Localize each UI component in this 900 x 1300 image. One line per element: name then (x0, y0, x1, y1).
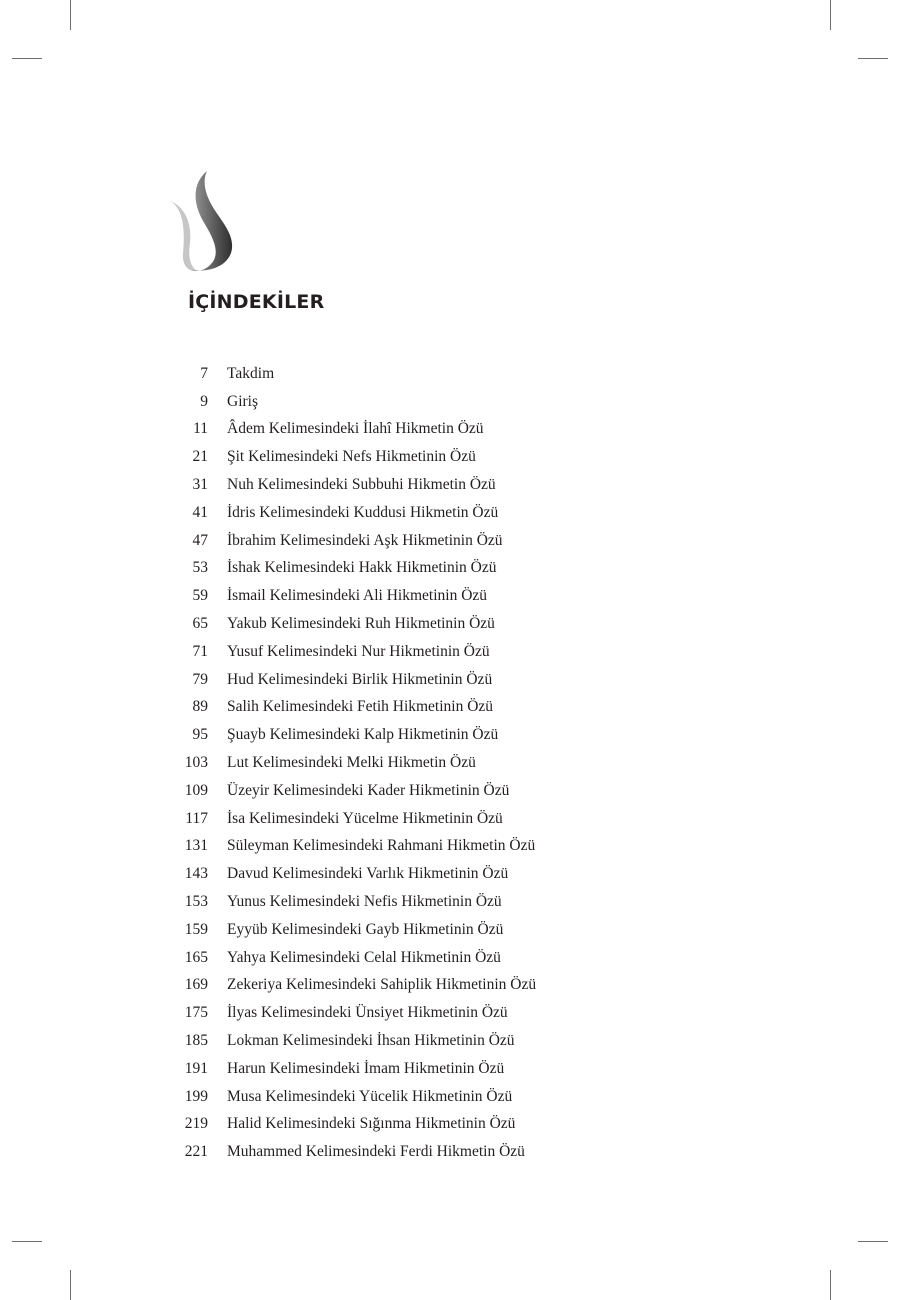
toc-entry (160, 471, 536, 499)
toc-page-number: 191 (184, 1059, 208, 1077)
toc-entry-title: Eyyüb Kelimesindeki Gayb Hikmetinin Özü (227, 920, 504, 938)
crop-mark-bottom-right-horizontal (858, 1241, 888, 1242)
toc-page-number: 143 (184, 865, 208, 883)
toc-entry-title: Takdim (227, 364, 275, 382)
toc-page-number: 71 (192, 642, 208, 660)
crop-mark-top-left-horizontal (12, 58, 42, 59)
toc-entry-title: İsa Kelimesindeki Yücelme Hikmetinin Özü (227, 809, 503, 827)
toc-entry (160, 527, 536, 555)
toc-entry (160, 777, 536, 805)
toc-entry-title: Giriş (227, 392, 258, 410)
toc-entry (160, 555, 536, 583)
toc-entry (160, 1083, 536, 1111)
crop-mark-bottom-right (830, 1270, 831, 1300)
toc-entry (160, 360, 536, 388)
toc-entry-title: Âdem Kelimesindeki İlahî Hikmetin Özü (227, 420, 484, 438)
toc-entry (160, 888, 536, 916)
toc-page-number: 199 (184, 1087, 208, 1105)
toc-entry-title: Yakub Kelimesindeki Ruh Hikmetinin Özü (227, 615, 495, 633)
toc-page-number: 7 (200, 364, 208, 382)
toc-entry-title: Muhammed Kelimesindeki Ferdi Hikmetin Özü (227, 1143, 525, 1161)
toc-entry-title: Yusuf Kelimesindeki Nur Hikmetinin Özü (227, 642, 490, 660)
toc-page-number: 53 (192, 559, 208, 577)
toc-page-number: 185 (184, 1032, 208, 1050)
toc-page-number: 221 (184, 1143, 208, 1161)
toc-heading: İÇİNDEKİLER (188, 291, 325, 313)
toc-entry-title: Zekeriya Kelimesindeki Sahiplik Hikmetinin Özü (227, 976, 537, 994)
toc-page-number: 95 (192, 726, 208, 744)
toc-entry-title: Lokman Kelimesindeki İhsan Hikmetinin Özü (227, 1032, 515, 1050)
toc-entry-title: Süleyman Kelimesindeki Rahmani Hikmetin Özü (227, 837, 536, 855)
toc-page-number: 11 (193, 420, 208, 438)
toc-entry-title: Yahya Kelimesindeki Celal Hikmetinin Özü (227, 948, 501, 966)
toc-entry (160, 610, 536, 638)
toc-entry-title: İsmail Kelimesindeki Ali Hikmetinin Özü (227, 587, 488, 605)
toc-page-number: 9 (200, 392, 208, 410)
crop-mark-top-right-horizontal (858, 58, 888, 59)
toc-entry-title: Davud Kelimesindeki Varlık Hikmetinin Özü (227, 865, 509, 883)
toc-entry-title: İbrahim Kelimesindeki Aşk Hikmetinin Özü (227, 531, 503, 549)
toc-entry-title: Halid Kelimesindeki Sığınma Hikmetinin Özü (227, 1115, 516, 1133)
toc-entry (160, 999, 536, 1027)
toc-page-number: 89 (192, 698, 208, 716)
toc-page-number: 131 (184, 837, 208, 855)
ornament-light-stroke (170, 201, 197, 271)
crop-mark-top-left (70, 0, 71, 30)
toc-entry (160, 1138, 536, 1166)
toc-entry (160, 582, 536, 610)
toc-page-number: 109 (184, 781, 208, 799)
toc-entry-title: Şit Kelimesindeki Nefs Hikmetinin Özü (227, 448, 476, 466)
toc-page-number: 21 (192, 448, 208, 466)
ornament-main-stroke (191, 171, 232, 271)
toc-page-number: 41 (192, 503, 208, 521)
toc-entry (160, 860, 536, 888)
calligraphic-swash-icon (163, 165, 243, 277)
toc-entry (160, 972, 536, 1000)
toc-page-number: 219 (184, 1115, 208, 1133)
toc-entry-title: Şuayb Kelimesindeki Kalp Hikmetinin Özü (227, 726, 499, 744)
toc-entry-title: Yunus Kelimesindeki Nefis Hikmetinin Özü (227, 893, 502, 911)
toc-entry-title: Üzeyir Kelimesindeki Kader Hikmetinin Özü (227, 781, 510, 799)
toc-entry (160, 666, 536, 694)
toc-entry-title: İlyas Kelimesindeki Ünsiyet Hikmetinin Özü (227, 1004, 508, 1022)
toc-entry (160, 388, 536, 416)
toc-page-number: 153 (184, 893, 208, 911)
toc-entry-title: Lut Kelimesindeki Melki Hikmetin Özü (227, 754, 476, 772)
toc-entry (160, 833, 536, 861)
crop-mark-bottom-left-horizontal (12, 1241, 42, 1242)
toc-page-number: 65 (192, 615, 208, 633)
toc-entry (160, 443, 536, 471)
toc-page-number: 169 (184, 976, 208, 994)
toc-entry (160, 638, 536, 666)
toc-entry (160, 944, 536, 972)
toc-entry (160, 749, 536, 777)
toc-page-number: 103 (184, 754, 208, 772)
toc-entry-title: İshak Kelimesindeki Hakk Hikmetinin Özü (227, 559, 497, 577)
toc-page-number: 175 (184, 1004, 208, 1022)
toc-entry-title: İdris Kelimesindeki Kuddusi Hikmetin Özü (227, 503, 499, 521)
toc-entry (160, 694, 536, 722)
toc-entry (160, 916, 536, 944)
toc-page-number: 79 (192, 670, 208, 688)
toc-entry-title: Musa Kelimesindeki Yücelik Hikmetinin Özü (227, 1087, 513, 1105)
toc-entry-title: Harun Kelimesindeki İmam Hikmetinin Özü (227, 1059, 505, 1077)
toc-entry (160, 416, 536, 444)
toc-entry-title: Salih Kelimesindeki Fetih Hikmetinin Özü (227, 698, 494, 716)
toc-entry (160, 499, 536, 527)
toc-entry (160, 721, 536, 749)
toc-list (160, 360, 536, 1166)
toc-entry (160, 1055, 536, 1083)
toc-page-number: 159 (184, 920, 208, 938)
toc-page-number: 117 (185, 809, 208, 827)
toc-page-number: 31 (192, 476, 208, 494)
crop-mark-bottom-left (70, 1270, 71, 1300)
crop-mark-top-right (830, 0, 831, 30)
toc-entry-title: Hud Kelimesindeki Birlik Hikmetinin Özü (227, 670, 493, 688)
toc-entry-title: Nuh Kelimesindeki Subbuhi Hikmetin Özü (227, 476, 496, 494)
toc-entry (160, 1027, 536, 1055)
toc-entry (160, 805, 536, 833)
toc-page-number: 47 (192, 531, 208, 549)
toc-page-number: 59 (192, 587, 208, 605)
toc-entry (160, 1111, 536, 1139)
toc-page-number: 165 (184, 948, 208, 966)
